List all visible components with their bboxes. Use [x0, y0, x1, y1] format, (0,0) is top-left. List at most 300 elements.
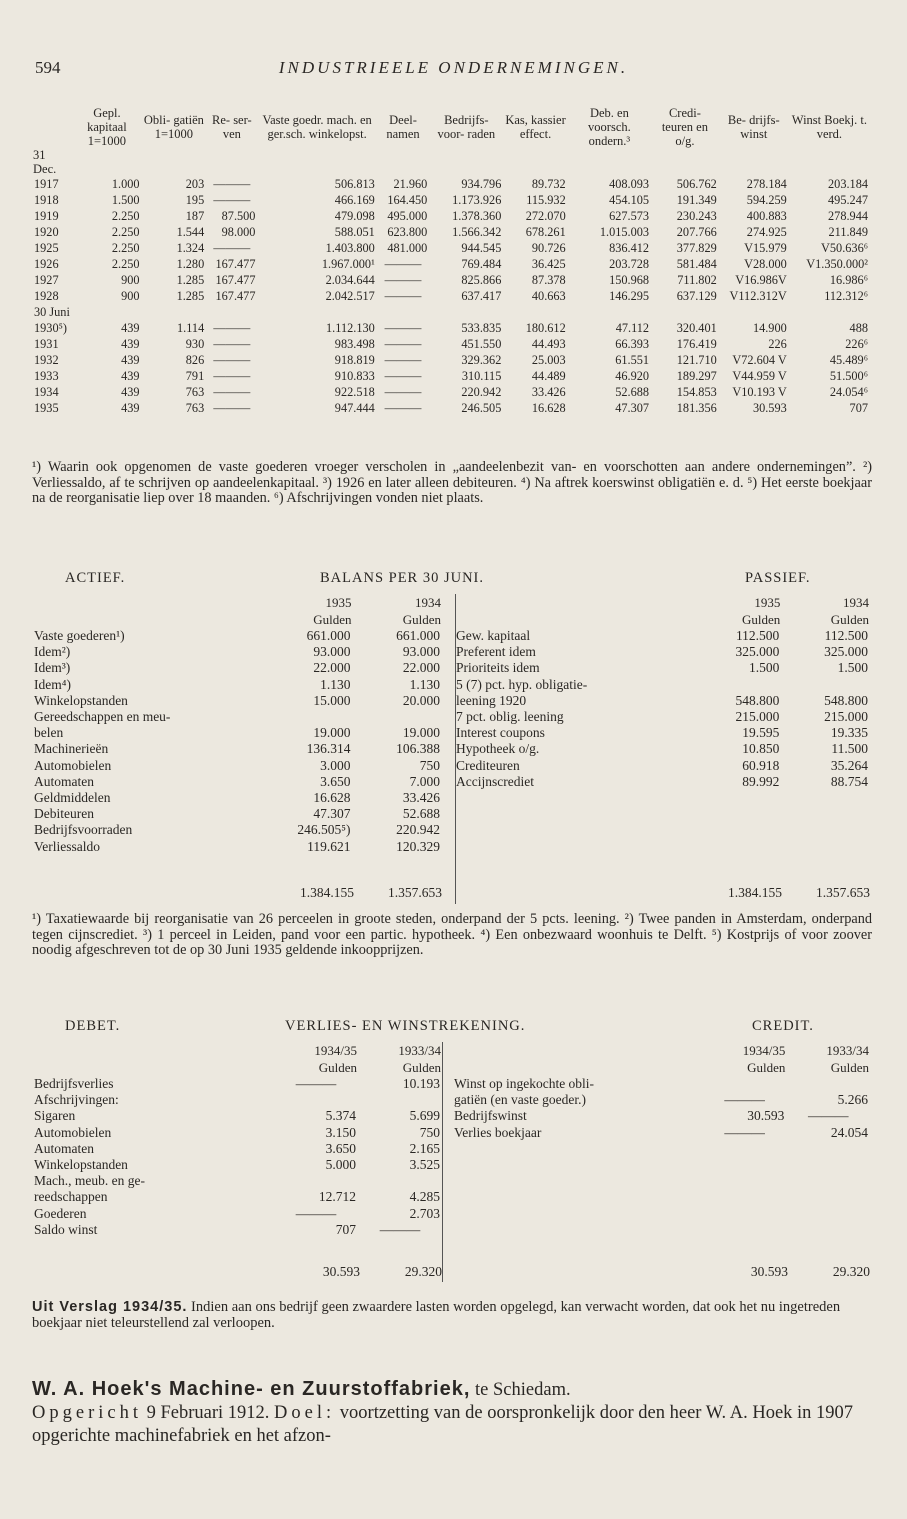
actief-row	[32, 725, 442, 741]
fin-cell: 439	[121, 321, 140, 335]
pl-debet-total1: 30.593	[322, 1264, 360, 1279]
fin-cell: V28.000	[744, 257, 787, 271]
passief-row	[454, 758, 870, 774]
fin-cell: 1.280	[176, 257, 205, 271]
fin-cell: 408.093	[609, 177, 650, 191]
actief-row	[32, 677, 442, 693]
fin-cell: 479.098	[334, 209, 375, 223]
actief-value1: 119.621	[307, 838, 351, 854]
passief-value1: 1.500	[748, 660, 780, 676]
fin-data-row	[32, 208, 870, 224]
fin-cell: 707	[849, 401, 868, 415]
passief-label: Prioriteits idem	[456, 660, 540, 676]
fin-cell: 791	[185, 369, 205, 383]
fin-cell: 769.484	[461, 257, 502, 271]
fin-cell: 439	[121, 369, 140, 383]
fin-cell: 1933	[34, 369, 59, 383]
balance-actief-year2: 1934	[415, 595, 441, 610]
fin-cell: 637.417	[461, 289, 502, 303]
fin-header-cell: Deb. en voorsch. ondern.³	[588, 106, 631, 148]
fin-cell: 451.550	[461, 337, 502, 351]
actief-value2: 19.000	[402, 725, 440, 741]
fin-cell: 112.312⁶	[824, 289, 868, 303]
passief-value1: 60.918	[742, 757, 780, 773]
balance-title: BALANS PER 30 JUNI.	[320, 570, 485, 586]
credit-label: Winst op ingekochte obli-	[454, 1076, 595, 1091]
fin-data-row	[32, 320, 870, 336]
fin-cell: 1918	[34, 193, 59, 207]
fin-cell: V16.986V	[735, 273, 787, 287]
passief-value2: 35.264	[830, 757, 868, 773]
fin-cell: ———	[213, 401, 251, 415]
passief-value1: 325.000	[735, 644, 780, 660]
fin-cell: 400.883	[746, 209, 787, 223]
debet-row	[32, 1125, 442, 1141]
actief-value2: 93.000	[402, 644, 440, 660]
fin-cell: 203.728	[609, 257, 650, 271]
actief-value2: 106.388	[396, 741, 440, 757]
actief-value2: 220.942	[396, 822, 440, 838]
fin-cell	[651, 304, 719, 320]
fin-cell: 44.493	[531, 337, 566, 351]
fin-data-row	[32, 240, 870, 256]
pl-debet-unit2: Gulden	[402, 1060, 441, 1075]
fin-cell: 30 Juni	[34, 305, 70, 319]
passief-row	[454, 725, 870, 741]
company-entry	[32, 1378, 872, 1448]
debet-value2: 4.285	[409, 1189, 440, 1205]
fin-cell: 52.688	[615, 385, 650, 399]
passief-value1: 19.595	[742, 725, 780, 741]
report-excerpt	[32, 1300, 872, 1331]
fin-cell: V50.636⁶	[821, 241, 868, 255]
debet-row	[32, 1141, 442, 1157]
fin-cell	[257, 304, 376, 320]
balance-actief-year1: 1935	[325, 595, 352, 610]
fin-cell	[72, 304, 141, 320]
actief-value1: 15.000	[313, 692, 351, 708]
fin-cell: 763	[185, 401, 205, 415]
company-founded-label: Opgericht	[32, 1403, 142, 1423]
fin-cell: 1935	[34, 401, 59, 415]
actief-value1: 22.000	[313, 660, 351, 676]
fin-cell: 1.114	[177, 321, 205, 335]
actief-row	[32, 693, 442, 709]
passief-value1	[693, 677, 782, 693]
passief-value1: 89.992	[742, 773, 780, 789]
fin-header-cell	[72, 148, 141, 176]
actief-value1: 246.505⁵)	[297, 822, 351, 838]
fin-cell: 495.247	[828, 193, 868, 207]
fin-header-cell	[142, 148, 207, 176]
fin-cell: 272.070	[525, 209, 566, 223]
fin-cell: 439	[121, 353, 140, 367]
fin-cell: 189.297	[676, 369, 717, 383]
debet-row	[32, 1157, 442, 1173]
fin-cell: 836.412	[609, 241, 650, 255]
actief-value2: 1.130	[409, 676, 440, 692]
actief-row	[32, 709, 442, 725]
debet-value2: 750	[419, 1124, 440, 1140]
fin-data-row	[32, 352, 870, 368]
fin-cell: ———	[384, 385, 422, 399]
passief-row	[454, 644, 870, 660]
debet-value1: 3.150	[325, 1124, 356, 1140]
fin-cell: 87.378	[531, 273, 566, 287]
fin-cell: 1926	[34, 257, 59, 271]
actief-value2: 750	[419, 757, 440, 773]
fin-cell: 1.173.926	[452, 193, 502, 207]
fin-cell: ———	[213, 321, 251, 335]
fin-header-cell	[429, 148, 503, 176]
passief-label: Crediteuren	[456, 757, 520, 773]
fin-cell: 1.112.130	[326, 321, 375, 335]
balance-actief-total2: 1.357.653	[388, 885, 442, 900]
fin-cell: 495.000	[387, 209, 428, 223]
actief-label: Gereedschappen en meu-	[34, 709, 171, 725]
debet-value1: 5.000	[325, 1157, 356, 1173]
company-purpose-label: Doel:	[274, 1403, 336, 1423]
credit-value1: ———	[724, 1124, 765, 1140]
fin-cell: 918.819	[334, 353, 375, 367]
fin-cell: 581.484	[676, 257, 717, 271]
balance-sheet	[32, 594, 870, 904]
credit-label: Bedrijfswinst	[454, 1108, 527, 1124]
actief-value2	[352, 709, 442, 725]
credit-value2: 24.054	[830, 1124, 868, 1140]
fin-cell: 51.500⁶	[829, 369, 868, 383]
fin-header-cell	[377, 148, 430, 176]
passief-label: Preferent idem	[456, 644, 536, 660]
page-header	[0, 58, 907, 84]
debet-row	[32, 1092, 442, 1108]
fin-cell: 310.115	[461, 369, 502, 383]
fin-cell: 1.000	[111, 177, 140, 191]
fin-cell: V10.193 V	[732, 385, 787, 399]
debet-label: reedschappen	[34, 1189, 108, 1205]
fin-cell: 1.544	[176, 225, 205, 239]
fin-cell: 211.849	[828, 225, 868, 239]
pl-credit-year1: 1934/35	[742, 1043, 786, 1058]
fin-cell	[503, 304, 567, 320]
balance-passief-label: PASSIEF.	[745, 570, 811, 586]
fin-header-cell: Be- drijfs- winst	[727, 113, 780, 141]
debet-value1: 707	[335, 1221, 356, 1237]
fin-cell: 164.450	[387, 193, 428, 207]
fin-cell: 230.243	[676, 209, 717, 223]
fin-cell: ———	[213, 241, 251, 255]
fin-cell: ———	[384, 289, 422, 303]
fin-cell: 454.105	[609, 193, 650, 207]
passief-value2: 548.800	[824, 692, 868, 708]
fin-cell: V72.604 V	[732, 353, 787, 367]
fin-cell: 1932	[34, 353, 59, 367]
fin-header-cell: Obli- gatiën 1=1000	[143, 113, 204, 141]
actief-row	[32, 822, 442, 838]
fin-cell: 90.726	[531, 241, 566, 255]
actief-label: Machinerieën	[34, 741, 109, 757]
fin-data-row	[32, 368, 870, 384]
actief-value1: 19.000	[313, 725, 351, 741]
fin-header-cell	[257, 148, 376, 176]
fin-cell: ———	[384, 321, 422, 335]
actief-value1: 93.000	[313, 644, 351, 660]
fin-cell: 900	[121, 273, 140, 287]
passief-row	[454, 774, 870, 790]
fin-cell: 1.403.800	[325, 241, 375, 255]
fin-cell	[429, 304, 503, 320]
debet-value2	[358, 1173, 442, 1189]
fin-cell: 16.628	[531, 401, 566, 415]
debet-row	[32, 1189, 442, 1205]
actief-value1: 1.130	[320, 676, 351, 692]
fin-cell: 466.169	[334, 193, 375, 207]
fin-cell: 154.853	[676, 385, 717, 399]
credit-value2	[786, 1076, 870, 1092]
fin-cell: 439	[121, 401, 140, 415]
passief-label: Interest coupons	[456, 725, 545, 741]
pl-debet-label: DEBET.	[65, 1018, 121, 1034]
fin-cell: 25.003	[531, 353, 566, 367]
fin-header-cell	[651, 148, 719, 176]
company-place: te Schiedam.	[475, 1380, 571, 1400]
passief-row	[454, 677, 870, 693]
debet-value1: 5.374	[325, 1108, 356, 1124]
fin-cell: 329.362	[461, 353, 502, 367]
passief-value1: 548.800	[735, 692, 780, 708]
balance-passief-total1: 1.384.155	[728, 885, 782, 900]
fin-cell: 947.444	[334, 401, 375, 415]
company-name: W. A. Hoek's Machine- en Zuurstoffabriek,	[32, 1378, 471, 1400]
passief-value2: 88.754	[830, 773, 868, 789]
fin-cell: 180.612	[525, 321, 566, 335]
pl-debet-year1: 1934/35	[314, 1043, 357, 1058]
debet-value2	[358, 1092, 442, 1108]
fin-cell: 44.489	[531, 369, 566, 383]
balance-actief-side	[32, 594, 442, 855]
balance-passief-year2: 1934	[843, 595, 869, 610]
fin-cell: 207.766	[676, 225, 717, 239]
passief-label: leening 1920	[456, 692, 527, 708]
debet-label: Automobielen	[34, 1124, 112, 1140]
fin-cell: 2.250	[111, 257, 140, 271]
passief-value2: 19.335	[830, 725, 868, 741]
company-founded-date: 9 Februari 1912.	[146, 1403, 270, 1423]
balance-passief-year1: 1935	[754, 595, 781, 610]
fin-cell: 825.866	[461, 273, 502, 287]
fin-cell: 637.129	[676, 289, 717, 303]
fin-cell: 181.356	[676, 401, 717, 415]
actief-value1: 661.000	[306, 628, 351, 643]
fin-cell: 627.573	[609, 209, 650, 223]
actief-value1: 16.628	[313, 790, 351, 806]
fin-cell: 1920	[34, 225, 59, 239]
fin-cell: 226	[768, 337, 787, 351]
debet-value2: 2.703	[409, 1205, 440, 1221]
fin-cell	[206, 304, 257, 320]
fin-cell: 922.518	[334, 385, 375, 399]
debet-value2: ———	[379, 1221, 421, 1237]
pl-credit-unit1: Gulden	[747, 1060, 786, 1075]
report-label: Uit Verslag 1934/35.	[32, 1299, 188, 1315]
fin-cell: ———	[384, 353, 422, 367]
credit-row	[452, 1092, 870, 1108]
fin-cell: ———	[213, 193, 251, 207]
pl-debet-side	[32, 1042, 442, 1238]
actief-row	[32, 758, 442, 774]
debet-value1	[274, 1173, 358, 1189]
fin-header-cell	[568, 148, 651, 176]
fin-cell: 187	[185, 209, 205, 223]
fin-cell: ———	[384, 369, 422, 383]
pl-title: VERLIES- EN WINSTREKENING.	[285, 1018, 526, 1034]
fin-cell: 900	[121, 289, 140, 303]
fin-cell: 1925	[34, 241, 59, 255]
fin-cell: 203.184	[828, 177, 868, 191]
fin-cell: 14.900	[752, 321, 787, 335]
pl-credit-total1: 30.593	[750, 1264, 788, 1279]
fin-cell: 226⁶	[845, 337, 868, 351]
fin-cell: 1934	[34, 385, 59, 399]
fin-cell: ———	[213, 385, 251, 399]
passief-label: Hypotheek o/g.	[456, 741, 540, 757]
pl-credit-label: CREDIT.	[752, 1018, 814, 1034]
passief-value2: 112.500	[824, 628, 868, 643]
fin-cell: 1.285	[176, 273, 205, 287]
credit-row	[452, 1125, 870, 1141]
fin-cell: 588.051	[334, 225, 375, 239]
actief-value1: 3.000	[320, 757, 351, 773]
fin-cell: 1.378.360	[452, 209, 502, 223]
fin-cell: 115.932	[526, 193, 566, 207]
debet-value1: ———	[295, 1076, 337, 1091]
actief-row	[32, 839, 442, 855]
fin-header-cell: Winst Boekj. t. verd.	[791, 113, 867, 141]
fin-cell: 439	[121, 337, 140, 351]
debet-label: Afschrijvingen:	[34, 1092, 119, 1108]
fin-header-cell: Re- ser- ven	[212, 113, 252, 141]
fin-header-row	[32, 106, 870, 148]
fin-cell: 176.419	[676, 337, 717, 351]
passief-row	[454, 628, 870, 644]
debet-row	[32, 1108, 442, 1124]
passief-value2: 215.000	[824, 709, 868, 725]
actief-label: Idem²)	[34, 644, 71, 660]
pl-credit-totals	[452, 1264, 870, 1280]
fin-cell	[377, 304, 430, 320]
actief-value1: 3.650	[320, 773, 351, 789]
fin-cell: ———	[384, 337, 422, 351]
fin-cell: 2.042.517	[325, 289, 375, 303]
fin-cell: 1.015.003	[599, 225, 650, 239]
fin-cell: 195	[185, 193, 205, 207]
fin-data-row	[32, 224, 870, 240]
fin-cell: 203	[185, 177, 205, 191]
fin-cell: 1.566.342	[452, 225, 502, 239]
passief-value2: 11.500	[831, 741, 868, 757]
fin-cell: 1919	[34, 209, 59, 223]
balance-passief-total2: 1.357.653	[816, 885, 870, 900]
fin-cell: 944.545	[461, 241, 502, 255]
actief-label: Geldmiddelen	[34, 790, 111, 806]
fin-header-row	[32, 148, 870, 176]
fin-cell: V112.312V	[729, 289, 787, 303]
passief-value1: 112.500	[735, 628, 780, 643]
fin-cell: 36.425	[531, 257, 566, 271]
actief-label: Bedrijfsvoorraden	[34, 822, 133, 838]
pl-divider	[442, 1042, 443, 1282]
fin-cell: 191.349	[676, 193, 717, 207]
fin-cell: 150.968	[609, 273, 650, 287]
fin-cell: 167.477	[215, 289, 256, 303]
actief-label: Idem³)	[34, 660, 71, 676]
fin-cell: 121.710	[676, 353, 717, 367]
pl-debet-year2: 1933/34	[398, 1043, 441, 1058]
balance-passief-totals	[454, 885, 870, 901]
pl-debet-total2: 29.320	[404, 1264, 442, 1279]
fin-cell: 506.762	[676, 177, 717, 191]
fin-cell: 711.802	[677, 273, 717, 287]
balance-passief-unit1: Gulden	[742, 612, 781, 627]
pl-credit-side	[452, 1042, 870, 1141]
fin-cell: 533.835	[461, 321, 502, 335]
balance-passief-unit2: Gulden	[830, 612, 869, 627]
balance-actief-unit2: Gulden	[402, 612, 441, 627]
actief-label: Verliessaldo	[34, 838, 100, 854]
passief-value1: 215.000	[735, 709, 780, 725]
fin-cell: 89.732	[531, 177, 566, 191]
credit-value2: 5.266	[837, 1092, 868, 1108]
fin-cell: 274.925	[746, 225, 787, 239]
fin-cell: 2.250	[111, 225, 140, 239]
fin-cell: ———	[213, 177, 251, 191]
fin-cell: ———	[213, 369, 251, 383]
fin-data-row	[32, 400, 870, 416]
pl-credit-unit2: Gulden	[830, 1060, 869, 1075]
fin-header-cell: 31 Dec.	[33, 148, 57, 176]
fin-header-cell: Credi- teuren en o/g.	[661, 106, 708, 148]
actief-value2: 20.000	[402, 692, 440, 708]
actief-row	[32, 774, 442, 790]
passief-value2	[781, 677, 870, 693]
actief-row	[32, 790, 442, 806]
fin-cell: 24.054⁶	[829, 385, 868, 399]
credit-row	[452, 1108, 870, 1124]
financial-summary-table	[32, 106, 870, 416]
actief-row	[32, 806, 442, 822]
fin-header-cell: Kas, kassier effect.	[505, 113, 566, 141]
actief-label: Vaste goederen¹)	[34, 628, 125, 643]
passief-label: Gew. kapitaal	[456, 628, 531, 643]
fin-cell: 98.000	[221, 225, 256, 239]
fin-cell: 66.393	[615, 337, 650, 351]
fin-cell: 1927	[34, 273, 59, 287]
passief-row	[454, 660, 870, 676]
fin-cell: 488	[849, 321, 868, 335]
pl-debet-totals	[32, 1264, 442, 1280]
fin-cell: 278.944	[828, 209, 868, 223]
fin-cell: 47.112	[615, 321, 650, 335]
credit-row	[452, 1076, 870, 1092]
credit-label: gatiën (en vaste goeder.)	[454, 1092, 586, 1108]
debet-row	[32, 1076, 442, 1092]
debet-row	[32, 1206, 442, 1222]
fin-cell: ———	[213, 337, 251, 351]
debet-value1: 3.650	[325, 1140, 356, 1156]
debet-value1	[274, 1092, 358, 1108]
passief-label: 5 (7) pct. hyp. obligatie-	[456, 676, 588, 692]
fin-cell: 1930⁵)	[34, 321, 67, 335]
